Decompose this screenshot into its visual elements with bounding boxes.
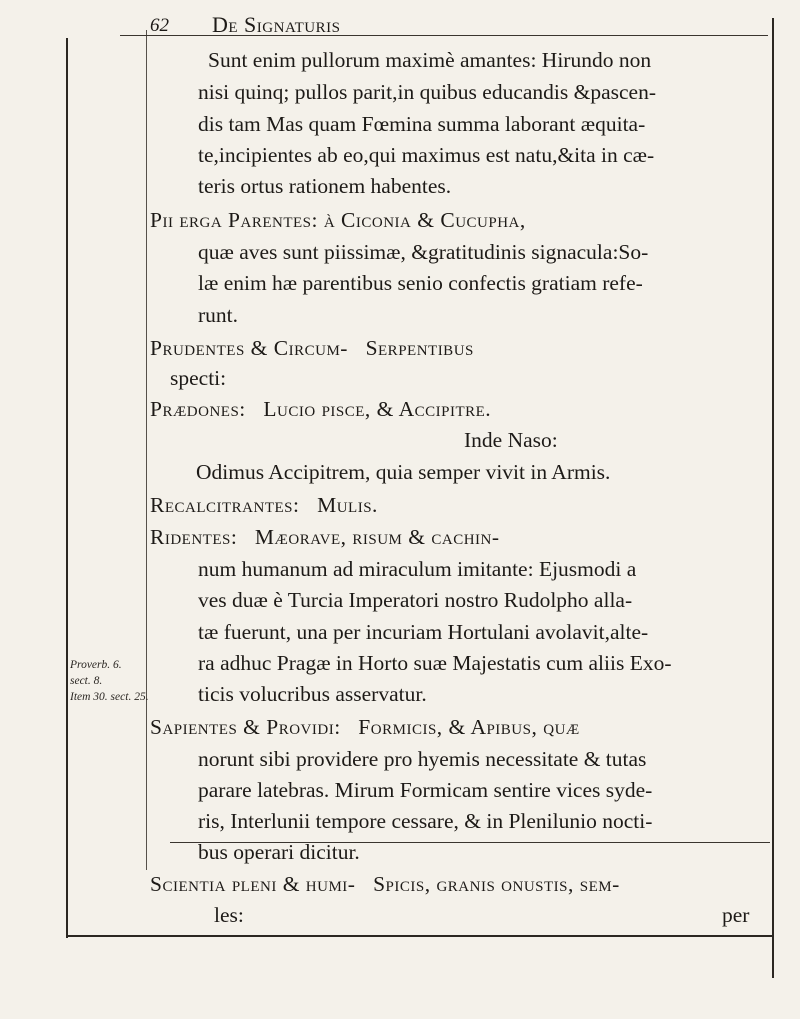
- text-line: ris, Interlunii tempore cessare, & in Plenilunio nocti-: [198, 809, 653, 833]
- text-line: parare latebras. Mirum Formicam sentire vices syde-: [198, 778, 653, 802]
- text-line: Pii erga Parentes: à Ciconia & Cucupha,: [150, 208, 526, 232]
- text-line: Recalcitrantes: Mulis.: [150, 493, 378, 517]
- left-frame-rule: [66, 38, 68, 938]
- page-header: [0, 10, 800, 38]
- margin-note: Proverb. 6.: [70, 659, 122, 671]
- text-line: Prædones: Lucio pisce, & Accipitre.: [150, 397, 492, 421]
- text-line: Odimus Accipitrem, quia semper vivit in Armis.: [196, 460, 611, 484]
- text-line: Sunt enim pullorum maximè amantes: Hirundo non: [208, 48, 652, 72]
- text-line: dis tam Mas quam Fœmina summa laborant æquita-: [198, 112, 646, 136]
- text-line: runt.: [198, 303, 239, 327]
- margin-note: Item 30. sect. 25.: [70, 691, 149, 703]
- text-line: Prudentes & Circum- Serpentibus: [150, 336, 474, 360]
- text-line: Inde Naso:: [464, 428, 558, 452]
- catchword: per: [722, 903, 750, 927]
- page-number: 62: [150, 15, 169, 36]
- text-line: specti:: [170, 366, 227, 390]
- text-line: norunt sibi providere pro hyemis necessitate & tutas: [198, 747, 647, 771]
- text-line: Sapientes & Providi: Formicis, & Apibus, quæ: [150, 715, 580, 739]
- text-line: Scientia pleni & humi- Spicis, granis onustis, sem-: [150, 872, 620, 896]
- text-line: nisi quinq; pullos parit,in quibus educandis &pascen-: [198, 80, 657, 104]
- margin-rule: [146, 30, 147, 870]
- right-frame-rule: [772, 18, 774, 978]
- running-head: De Signaturis: [212, 12, 341, 37]
- text-line: les:: [214, 903, 244, 927]
- text-line: Ridentes: Mæorave, risum & cachin-: [150, 525, 500, 549]
- text-line: ra adhuc Pragæ in Horto suæ Majestatis cum aliis Exo-: [198, 651, 672, 675]
- text-line: teris ortus rationem habentes.: [198, 174, 452, 198]
- foot-rule: [68, 935, 772, 937]
- text-line: num humanum ad miraculum imitante: Ejusmodi a: [198, 557, 637, 581]
- margin-note: sect. 8.: [70, 675, 103, 687]
- text-line: læ enim hæ parentibus senio confectis gratiam refe-: [198, 271, 643, 295]
- text-line: ticis volucribus asservatur.: [198, 682, 427, 706]
- text-line: bus operari dicitur.: [198, 840, 360, 864]
- text-line: tæ fuerunt, una per incuriam Hortulani avolavit,alte-: [198, 620, 649, 644]
- text-line: ves duæ è Turcia Imperatori nostro Rudolpho alla-: [198, 588, 633, 612]
- text-line: te,incipientes ab eo,qui maximus est natu,&ita in cæ-: [198, 143, 655, 167]
- text-line: quæ aves sunt piissimæ, &gratitudinis signacula:So-: [198, 240, 649, 264]
